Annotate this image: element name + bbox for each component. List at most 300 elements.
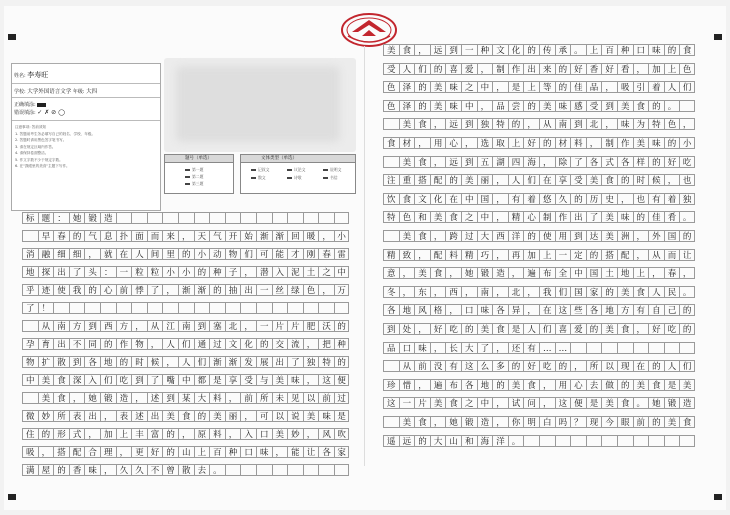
grid-cell: 口 <box>461 304 477 316</box>
grid-cell: 风 <box>414 304 430 316</box>
grid-cell: 美 <box>430 397 446 409</box>
grid-cell <box>178 302 194 314</box>
grid-cell <box>100 302 116 314</box>
topic-option: 第二题 <box>192 174 204 179</box>
grid-cell: 表 <box>69 410 85 422</box>
grid-cell <box>555 435 571 447</box>
grid-cell: 制 <box>492 63 508 75</box>
grid-cell: 孕 <box>22 338 38 350</box>
grid-cell: 各 <box>586 304 602 316</box>
grid-cell: 把 <box>318 338 334 350</box>
grid-cell: 食 <box>617 323 633 335</box>
grid-cell: 口 <box>256 428 272 440</box>
grid-cell: 特 <box>318 356 334 368</box>
grid-cell: 美 <box>272 374 288 386</box>
grid-cell: 有 <box>508 193 524 205</box>
grid-cell: 定 <box>570 249 586 261</box>
grid-cell <box>147 212 163 224</box>
grid-cell: 融 <box>38 248 54 260</box>
topic-select-box <box>164 154 234 194</box>
checkbox-filled-icon[interactable] <box>185 183 190 186</box>
grid-cell: 这 <box>555 397 571 409</box>
grid-cell: 美 <box>633 137 649 149</box>
grid-cell: 佳 <box>648 211 664 223</box>
grid-cell: 的 <box>334 356 350 368</box>
grid-cell: 美 <box>209 410 225 422</box>
grid-cell: 满 <box>22 464 38 476</box>
grid-cell: 春 <box>664 267 680 279</box>
grid-cell: 了 <box>477 342 493 354</box>
grid-cell: 是 <box>334 410 350 422</box>
note-line: 5. 作文字数不少于规定字数。 <box>15 157 63 162</box>
grid-cell: 消 <box>22 248 38 260</box>
grid-cell <box>318 464 334 476</box>
grid-cell: 色 <box>383 100 399 112</box>
grid-cell: 己 <box>664 304 680 316</box>
grid-cell: 好 <box>147 446 163 458</box>
grid-cell <box>318 212 334 224</box>
grid-cell <box>318 302 334 314</box>
grid-cell: ， <box>303 338 319 350</box>
grid-cell <box>383 360 399 372</box>
registration-mark <box>714 494 722 500</box>
grid-cell: 小 <box>334 230 350 242</box>
grid-cell: 品 <box>492 100 508 112</box>
grid-cell: 肥 <box>303 320 319 332</box>
grid-cell: 春 <box>318 248 334 260</box>
grid-cell: 的 <box>53 464 69 476</box>
grid-cell: 到 <box>461 156 477 168</box>
grid-cell: 着 <box>664 193 680 205</box>
grid-cell: 锻 <box>84 212 100 224</box>
grid-cell: 搭 <box>414 174 430 186</box>
grid-cell: 上 <box>539 249 555 261</box>
grid-cell: 不 <box>69 338 85 350</box>
grid-cell: 的 <box>664 44 680 56</box>
grid-cell: 味 <box>648 137 664 149</box>
grid-row <box>383 249 695 261</box>
grid-cell: 可 <box>256 248 272 260</box>
grid-row <box>383 44 695 56</box>
grid-cell: 取 <box>492 137 508 149</box>
grid-cell: 头 <box>84 266 100 278</box>
grid-cell: 地 <box>477 379 493 391</box>
grid-cell: 和 <box>461 435 477 447</box>
grid-cell: 料 <box>570 137 586 149</box>
checkbox-icon[interactable] <box>287 169 292 172</box>
grid-cell: 的 <box>162 446 178 458</box>
grid-cell: 佳 <box>570 81 586 93</box>
grid-cell: 各 <box>586 156 602 168</box>
grid-cell: ， <box>679 118 695 130</box>
grid-cell: 中 <box>477 81 493 93</box>
grid-row <box>383 193 695 205</box>
checkbox-icon[interactable] <box>251 169 256 172</box>
grid-cell: ， <box>633 249 649 261</box>
grid-cell: 片 <box>414 397 430 409</box>
grid-cell: 的 <box>414 81 430 93</box>
grid-cell: ， <box>523 304 539 316</box>
grid-cell: 出 <box>240 284 256 296</box>
grid-cell: 好 <box>648 323 664 335</box>
school-emblem-logo <box>340 12 398 48</box>
grid-row <box>383 230 695 242</box>
grid-cell <box>679 100 695 112</box>
grid-cell: 从 <box>399 360 415 372</box>
grid-cell: 子 <box>225 266 241 278</box>
checkbox-icon[interactable] <box>323 177 328 180</box>
grid-cell <box>586 435 602 447</box>
grid-cell: 配 <box>617 249 633 261</box>
grid-cell: … <box>539 342 555 354</box>
grid-row <box>383 100 695 112</box>
grid-cell: ， <box>399 267 415 279</box>
grid-cell: ， <box>633 230 649 242</box>
grid-row <box>383 156 695 168</box>
grid-cell: 的 <box>334 320 350 332</box>
grid-cell: ， <box>162 284 178 296</box>
grid-cell: 。 <box>633 397 649 409</box>
wrong-fill-label: 错误填涂: <box>14 110 36 116</box>
grid-cell: 片 <box>272 320 288 332</box>
grid-cell: 而 <box>664 249 680 261</box>
grid-cell: 美 <box>399 416 415 428</box>
grid-cell: 味 <box>287 374 303 386</box>
grid-cell: 食 <box>679 44 695 56</box>
grid-cell <box>383 230 399 242</box>
grid-cell: 们 <box>194 356 210 368</box>
grid-cell: 美 <box>601 323 617 335</box>
grid-cell: 各 <box>492 304 508 316</box>
grid-cell: 香 <box>69 464 85 476</box>
grid-cell: 所 <box>586 360 602 372</box>
grid-cell: 中 <box>461 100 477 112</box>
grid-cell: 的 <box>601 286 617 298</box>
grid-cell: ， <box>633 63 649 75</box>
grid-cell: 的 <box>586 249 602 261</box>
grid-cell: 地 <box>601 304 617 316</box>
grid-cell: 种 <box>334 338 350 350</box>
grid-cell: 的 <box>194 266 210 278</box>
grid-cell: 意 <box>383 267 399 279</box>
grid-cell: 美 <box>477 323 493 335</box>
grid-cell: 以 <box>272 410 288 422</box>
genre-option: 散文 <box>258 175 266 180</box>
grid-cell: 的 <box>555 63 571 75</box>
grid-cell: 食 <box>414 230 430 242</box>
grid-cell: 美 <box>633 379 649 391</box>
grid-cell: 与 <box>256 374 272 386</box>
grid-cell: ， <box>523 286 539 298</box>
grid-cell: 早 <box>38 230 54 242</box>
grid-cell <box>617 342 633 354</box>
grid-cell <box>272 464 288 476</box>
grid-cell: ， <box>318 230 334 242</box>
grid-cell: 出 <box>53 266 69 278</box>
grid-cell: 到 <box>445 44 461 56</box>
grid-cell: 种 <box>477 44 493 56</box>
grid-cell: 散 <box>178 464 194 476</box>
grid-cell: 泽 <box>399 100 415 112</box>
grid-cell: 人 <box>523 323 539 335</box>
grid-cell: 上 <box>508 137 524 149</box>
grid-cell: 。 <box>664 100 680 112</box>
grid-cell: 开 <box>225 230 241 242</box>
grid-cell: 异 <box>508 304 524 316</box>
grid-cell: 的 <box>633 211 649 223</box>
grid-cell <box>334 212 350 224</box>
checkbox-icon[interactable] <box>185 176 190 179</box>
grid-cell: 雷 <box>334 248 350 260</box>
grid-cell: 承 <box>555 44 571 56</box>
checkbox-icon[interactable] <box>185 169 190 172</box>
grid-row <box>22 392 349 404</box>
grid-cell: 之 <box>461 211 477 223</box>
grid-cell: 美 <box>162 410 178 422</box>
grid-cell: ， <box>492 397 508 409</box>
grid-cell: 好 <box>430 323 446 335</box>
grid-cell: 食 <box>492 323 508 335</box>
grid-cell: … <box>555 342 571 354</box>
grid-cell: 渐 <box>178 284 194 296</box>
grid-cell: 食 <box>178 410 194 422</box>
grid-cell: 特 <box>492 118 508 130</box>
grid-cell: 绿 <box>287 284 303 296</box>
grid-cell: 引 <box>633 81 649 93</box>
grid-cell: 多 <box>492 360 508 372</box>
grid-cell: 食 <box>399 193 415 205</box>
grid-cell: 是 <box>508 323 524 335</box>
grid-cell: 南 <box>555 118 571 130</box>
grid-cell: 候 <box>648 174 664 186</box>
grid-cell: 么 <box>477 360 493 372</box>
grid-cell: 的 <box>194 410 210 422</box>
grid-cell: 着 <box>648 81 664 93</box>
grid-cell: 食 <box>633 286 649 298</box>
grid-cell: 是 <box>586 397 602 409</box>
grid-cell: 爱 <box>570 323 586 335</box>
grid-cell: 百 <box>601 44 617 56</box>
name-value: 李寿旺 <box>27 71 49 79</box>
grid-cell: ， <box>461 286 477 298</box>
grid-cell: 回 <box>287 230 303 242</box>
grid-cell: 四 <box>508 156 524 168</box>
grid-cell: 化 <box>508 44 524 56</box>
grid-cell <box>334 302 350 314</box>
grid-cell: 造 <box>116 392 132 404</box>
registration-mark <box>8 34 16 40</box>
registration-mark <box>8 494 16 500</box>
grid-cell: 了 <box>147 374 163 386</box>
grid-cell: 始 <box>240 230 256 242</box>
grid-cell: 为 <box>633 118 649 130</box>
grid-cell: 中 <box>334 266 350 278</box>
grid-cell: 各 <box>617 156 633 168</box>
grid-cell: 百 <box>209 446 225 458</box>
grid-cell: ， <box>225 428 241 440</box>
grid-cell: 美 <box>399 230 415 242</box>
grid-cell: 的 <box>508 118 524 130</box>
grid-cell: 材 <box>399 137 415 149</box>
grid-cell: 口 <box>399 342 415 354</box>
grid-cell: 能 <box>272 248 288 260</box>
grid-cell: 展 <box>256 356 272 368</box>
checkbox-filled-icon[interactable] <box>251 177 256 180</box>
grid-cell: ， <box>414 137 430 149</box>
grid-cell: 食 <box>53 374 69 386</box>
grid-cell: 的 <box>523 230 539 242</box>
grid-cell: 锻 <box>477 267 493 279</box>
grid-cell: ， <box>430 342 446 354</box>
grid-cell: 文 <box>492 44 508 56</box>
grid-cell: 。 <box>508 435 524 447</box>
grid-cell <box>162 212 178 224</box>
grid-cell: 做 <box>601 379 617 391</box>
grid-cell: 过 <box>461 230 477 242</box>
grid-cell: 样 <box>633 156 649 168</box>
grid-cell: 遥 <box>383 435 399 447</box>
grid-cell: 也 <box>679 174 695 186</box>
grid-cell <box>22 392 38 404</box>
grid-cell: 种 <box>209 266 225 278</box>
grid-cell: 们 <box>679 360 695 372</box>
grid-cell: 说 <box>287 410 303 422</box>
grid-cell: 没 <box>430 360 446 372</box>
grid-cell <box>131 212 147 224</box>
grid-cell: ， <box>303 428 319 440</box>
grid-cell: 搭 <box>601 249 617 261</box>
grid-cell: 美 <box>601 230 617 242</box>
grid-cell: 作 <box>617 137 633 149</box>
grid-cell <box>383 156 399 168</box>
grid-cell <box>303 302 319 314</box>
grid-cell: 民 <box>664 286 680 298</box>
grid-cell <box>539 435 555 447</box>
grid-cell: 惜 <box>399 379 415 391</box>
grid-cell: 布 <box>445 379 461 391</box>
grid-cell: 人 <box>664 360 680 372</box>
grid-cell: ， <box>240 320 256 332</box>
grid-cell: 遍 <box>523 267 539 279</box>
grid-cell <box>287 212 303 224</box>
grid-cell: ， <box>116 446 132 458</box>
grid-cell: 自 <box>648 304 664 316</box>
grid-cell: 喜 <box>555 323 571 335</box>
grid-cell: 不 <box>147 464 163 476</box>
grid-cell: 味 <box>617 211 633 223</box>
grid-cell: 白 <box>539 416 555 428</box>
grid-cell <box>240 464 256 476</box>
grid-cell: 来 <box>162 230 178 242</box>
grid-cell: ， <box>399 286 415 298</box>
grid-cell: 北 <box>586 118 602 130</box>
grid-cell: ， <box>430 156 446 168</box>
grid-cell: 出 <box>84 410 100 422</box>
grid-cell: 们 <box>523 174 539 186</box>
grid-cell: 精 <box>508 211 524 223</box>
grid-cell: 细 <box>69 248 85 260</box>
grid-cell: 。 <box>679 211 695 223</box>
grid-cell: 来 <box>539 63 555 75</box>
grid-cell <box>664 342 680 354</box>
genre-box-title: 文体类型（单选） <box>241 155 355 163</box>
grid-cell: 吸 <box>22 446 38 458</box>
grid-cell: 题 <box>38 212 54 224</box>
grid-cell: 深 <box>69 374 85 386</box>
grid-cell: ： <box>53 212 69 224</box>
grid-cell: 人 <box>664 81 680 93</box>
grid-cell: 乎 <box>22 284 38 296</box>
grid-cell: 的 <box>617 174 633 186</box>
grid-cell: 在 <box>633 360 649 372</box>
grid-cell: 出 <box>272 356 288 368</box>
grid-cell: ， <box>131 320 147 332</box>
grid-cell: 有 <box>523 342 539 354</box>
grid-cell: 各 <box>461 379 477 391</box>
grid-cell: 北 <box>508 286 524 298</box>
grid-cell: 精 <box>461 249 477 261</box>
grid-cell: ， <box>414 44 430 56</box>
grid-cell: 家 <box>586 286 602 298</box>
grid-cell: 吃 <box>445 323 461 335</box>
grid-cell <box>287 464 303 476</box>
grid-cell: 以 <box>601 360 617 372</box>
genre-option: 记叙文 <box>258 167 270 172</box>
grid-cell: 中 <box>477 211 493 223</box>
checkbox-icon[interactable] <box>287 177 292 180</box>
grid-cell: 一 <box>116 266 132 278</box>
grid-cell: ， <box>492 249 508 261</box>
grid-cell: 的 <box>586 323 602 335</box>
grid-row <box>383 267 695 279</box>
grid-cell: 塞 <box>209 320 225 332</box>
grid-cell: ？ <box>570 416 586 428</box>
grid-cell: 的 <box>539 137 555 149</box>
grid-cell: 的 <box>461 323 477 335</box>
grid-cell: ， <box>240 410 256 422</box>
grid-cell: 独 <box>679 193 695 205</box>
grid-cell: 造 <box>492 267 508 279</box>
grid-cell <box>116 302 132 314</box>
grid-cell: 色 <box>664 118 680 130</box>
answer-sheet <box>4 6 726 510</box>
grid-cell: 这 <box>461 360 477 372</box>
grid-cell: ， <box>38 446 54 458</box>
grid-cell: ， <box>523 118 539 130</box>
grid-cell: 远 <box>445 118 461 130</box>
grid-cell: 的 <box>84 284 100 296</box>
grid-cell: 细 <box>53 248 69 260</box>
grid-cell: 物 <box>225 248 241 260</box>
checkbox-icon[interactable] <box>323 169 328 172</box>
grid-cell: 是 <box>664 379 680 391</box>
grid-cell: ， <box>303 374 319 386</box>
grid-cell: 吗 <box>555 416 571 428</box>
grid-cell: 的 <box>430 63 446 75</box>
grid-cell: 好 <box>664 156 680 168</box>
grid-cell: 地 <box>100 356 116 368</box>
grid-cell: 你 <box>508 416 524 428</box>
grid-cell: 家 <box>334 446 350 458</box>
grid-cell: 心 <box>100 284 116 296</box>
grid-cell: 食 <box>383 137 399 149</box>
grid-cell: ， <box>414 249 430 261</box>
grid-cell: 风 <box>318 428 334 440</box>
grid-cell: 前 <box>414 360 430 372</box>
grid-cell: ， <box>508 267 524 279</box>
grid-cell: 让 <box>679 249 695 261</box>
grid-cell: 悠 <box>539 193 555 205</box>
